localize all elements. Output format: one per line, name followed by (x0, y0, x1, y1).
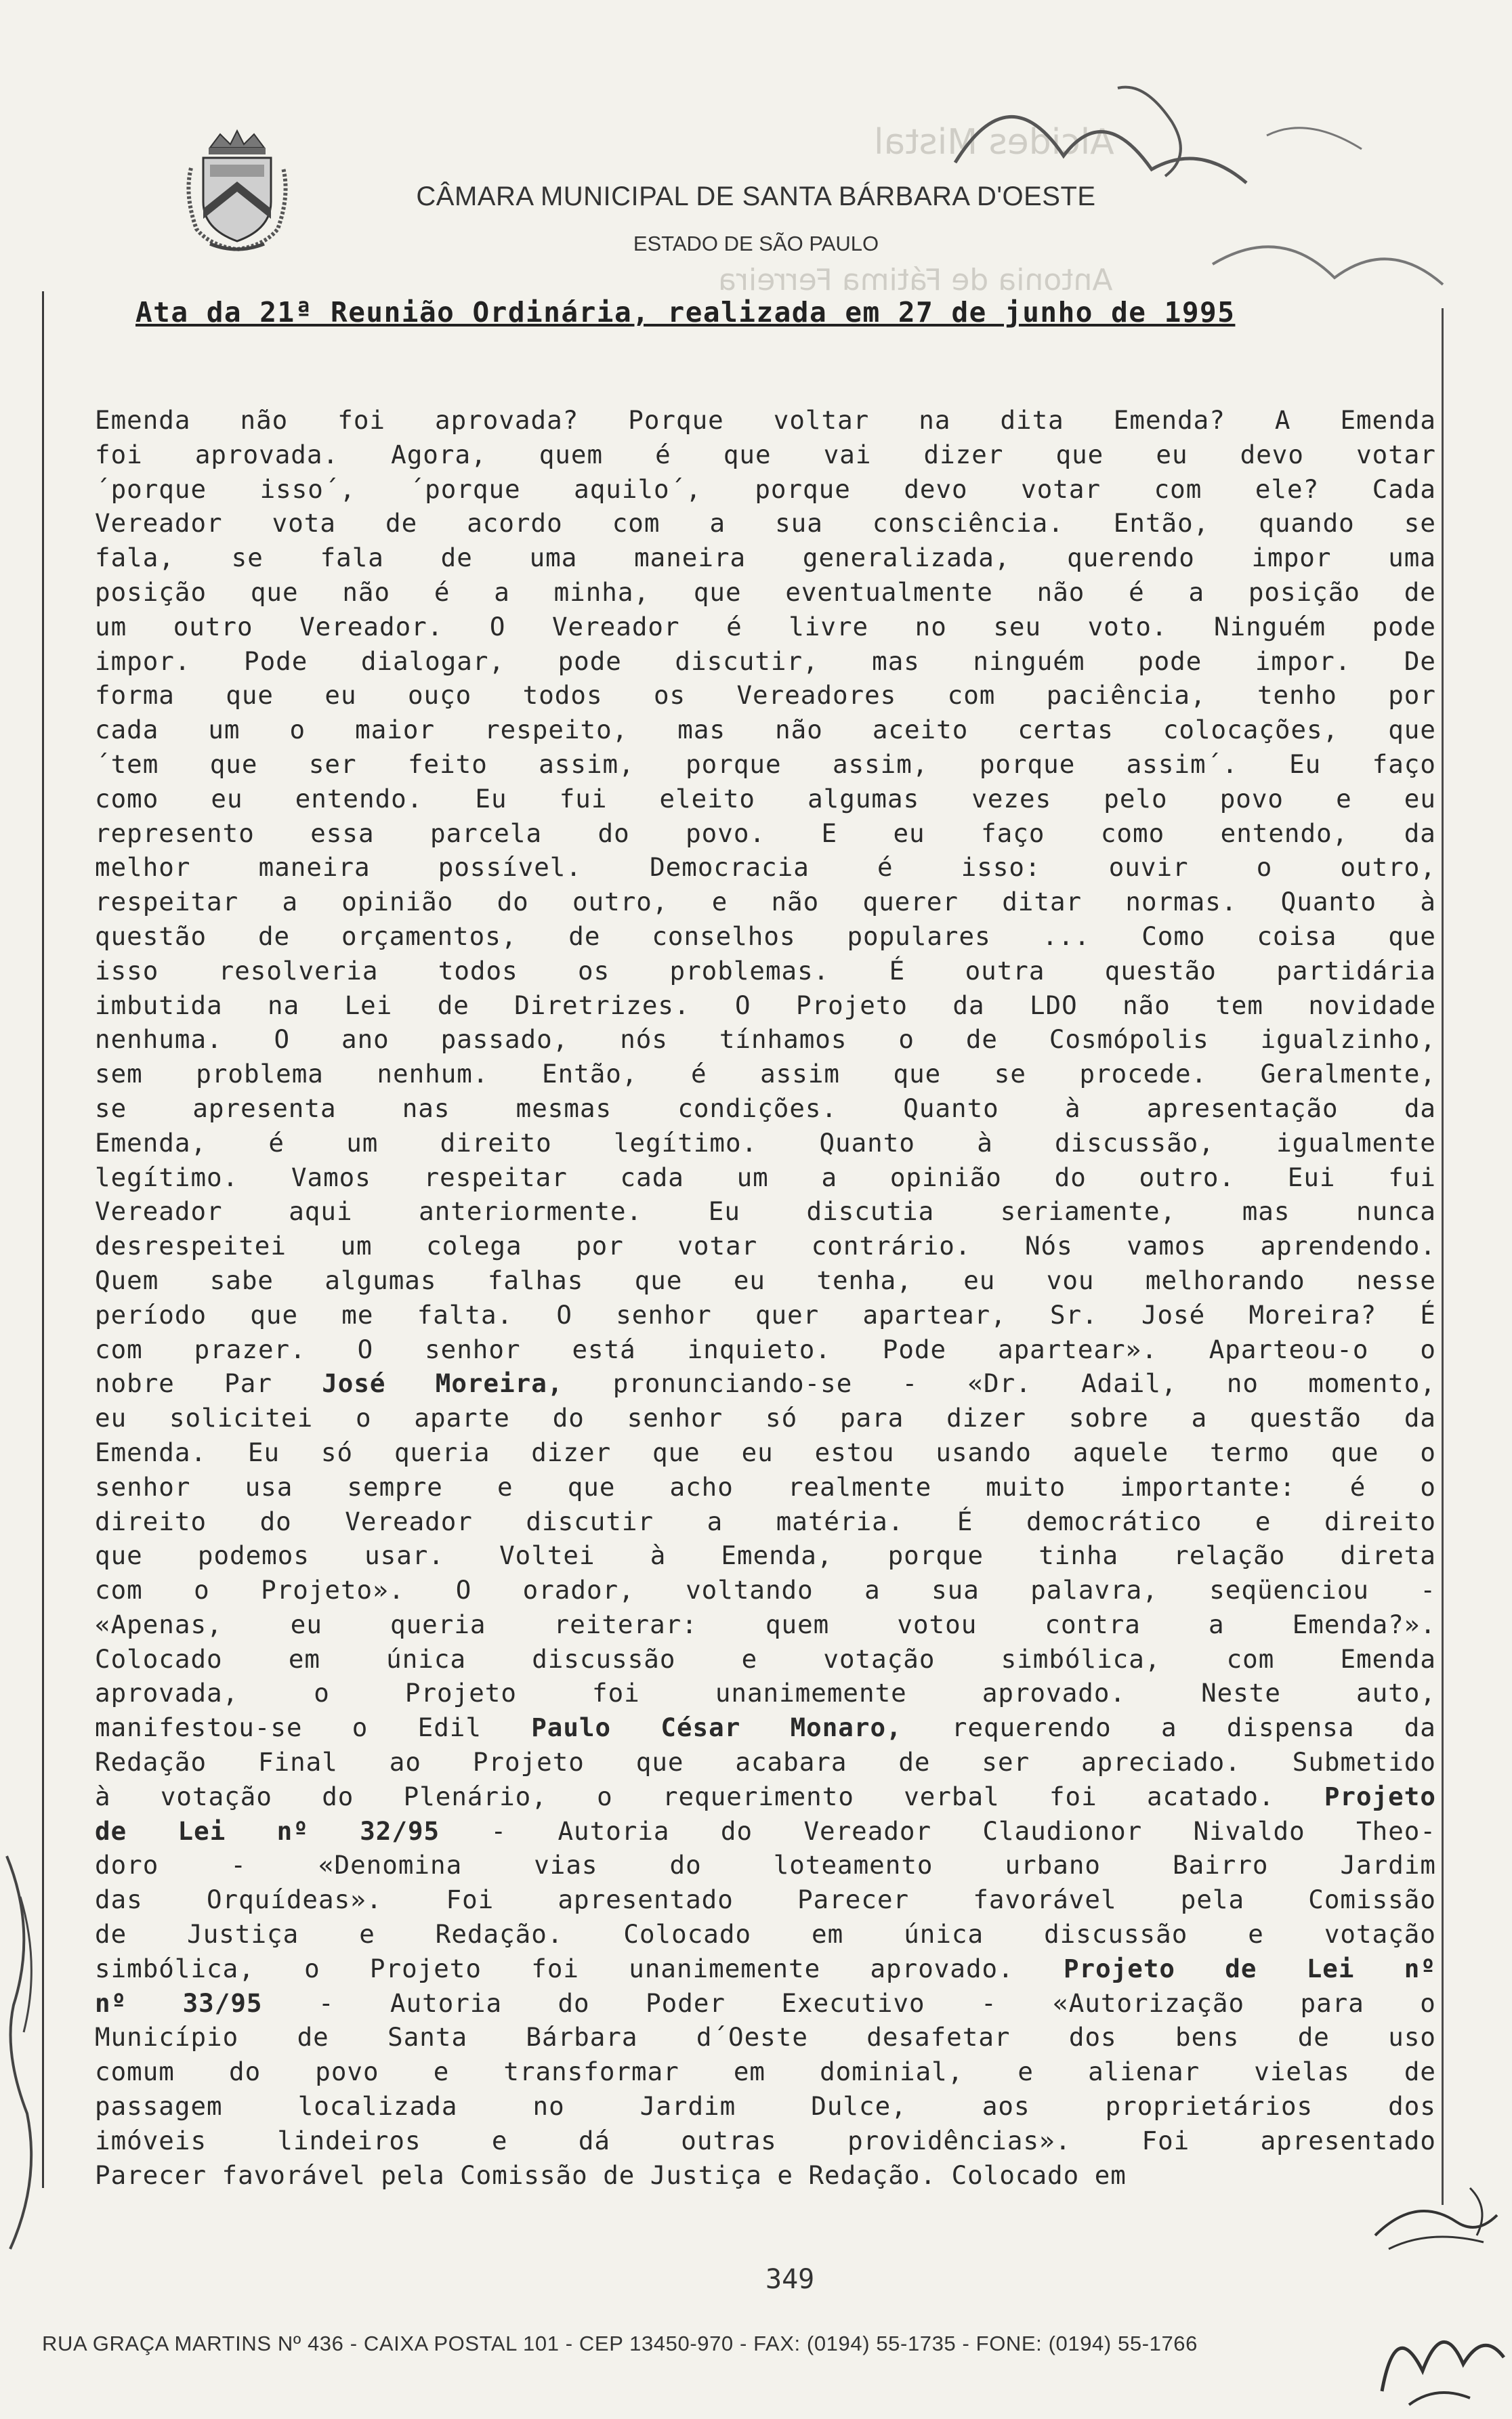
text-line: Emenda. Eu só queria dizer que eu estou usando aquele termo que o (95, 1437, 1436, 1467)
text-line: se apresenta nas mesmas condições. Quanto à apresentação da (95, 1093, 1436, 1123)
text-line: desrespeitei um colega por votar contrário. Nós vamos aprendendo. (95, 1231, 1436, 1261)
text-line: Município de Santa Bárbara d´Oeste desafetar dos bens de uso (95, 2022, 1436, 2053)
text-line: simbólica, o Projeto foi unanimemente aprovado. Projeto de Lei nº (95, 1953, 1436, 1983)
text-line: represento essa parcela do povo. E eu faço como entendo, da (95, 818, 1436, 848)
text-line: Vereador aqui anteriormente. Eu discutia seriamente, mas nunca (95, 1196, 1436, 1227)
text-line: aprovada, o Projeto foi unanimemente aprovado. Neste auto, (95, 1678, 1436, 1708)
text-line: melhor maneira possível. Democracia é isso: ouvir o outro, (95, 852, 1436, 883)
text-line: sem problema nenhum. Então, é assim que se procede. Geralmente, (95, 1059, 1436, 1089)
signature-bottom-right (1368, 2290, 1512, 2419)
text-line: direito do Vereador discutir a matéria. É democrático e direito (95, 1506, 1436, 1536)
text-line: Parecer favorável pela Comissão de Justiça e Redação. Colocado em (95, 2160, 1127, 2190)
text-line: Colocado em única discussão e votação simbólica, com Emenda (95, 1643, 1436, 1674)
signature-left-margin (0, 1829, 47, 2269)
text-line: eu solicitei o aparte do senhor só para dizer sobre a questão da (95, 1403, 1436, 1433)
text-line: de Lei nº 32/95 - Autoria do Vereador Claudionor Nivaldo Theo- (95, 1815, 1436, 1846)
text-line: Emenda, é um direito legítimo. Quanto à discussão, igualmente (95, 1127, 1436, 1158)
text-line: manifestou-se o Edil Paulo César Monaro, requerendo a dispensa da (95, 1712, 1436, 1743)
text-line: foi aprovada. Agora, quem é que vai dizer que eu devo votar (95, 439, 1436, 469)
text-line: respeitar a opinião do outro, e não querer ditar normas. Quanto à (95, 887, 1436, 917)
footer-address: RUA GRAÇA MARTINS Nº 436 - CAIXA POSTAL 101 - CEP 13450-970 - FAX: (0194) 55-1735 - FONE: (0194) 55-1766 (42, 2332, 1198, 2355)
page-number: 349 (765, 2264, 815, 2295)
bleed-through-name-1: Alcides Mistal (874, 122, 1114, 163)
text-line: imbutida na Lei de Diretrizes. O Projeto da LDO não tem novidade (95, 990, 1436, 1020)
initials-right-margin (1362, 2174, 1504, 2269)
minutes-title: Ata da 21ª Reunião Ordinária, realizada em 27 de junho de 1995 (135, 296, 1236, 329)
state-name: ESTADO DE SÃO PAULO (633, 232, 879, 255)
text-line: ´tem que ser feito assim, porque assim, porque assim´. Eu faço (95, 749, 1436, 779)
text-line: que podemos usar. Voltei à Emenda, porque tinha relação direta (95, 1540, 1436, 1571)
text-line: posição que não é a minha, que eventualmente não é a posição de (95, 576, 1436, 607)
text-line: doro - «Denomina vias do loteamento urbano Bairro Jardim (95, 1850, 1436, 1880)
text-line: senhor usa sempre e que acho realmente muito importante: é o (95, 1471, 1436, 1502)
text-line: com prazer. O senhor está inquieto. Pode apartear». Aparteou-o o (95, 1334, 1436, 1364)
text-line: das Orquídeas». Foi apresentado Parecer favorável pela Comissão (95, 1885, 1436, 1915)
signature-top-right (928, 61, 1484, 345)
text-line: de Justiça e Redação. Colocado em única discussão e votação (95, 1919, 1436, 1950)
text-line: legítimo. Vamos respeitar cada um a opinião do outro. Eui fui (95, 1162, 1436, 1192)
text-line: passagem localizada no Jardim Dulce, aos proprietários dos (95, 2091, 1436, 2122)
text-line: à votação do Plenário, o requerimento verbal foi acatado. Projeto (95, 1781, 1436, 1811)
text-line: forma que eu ouço todos os Vereadores com paciência, tenho por (95, 680, 1436, 711)
minutes-body (95, 403, 1436, 2192)
text-line: ´porque isso´, ´porque aquilo´, porque devo votar com ele? Cada (95, 474, 1436, 504)
bleed-through-name-2: Antonia de Fátima Ferreira (718, 263, 1113, 297)
text-line: Redação Final ao Projeto que acabara de ser apreciado. Submetido (95, 1747, 1436, 1778)
text-line: Emenda não foi aprovada? Porque voltar na dita Emenda? A Emenda (95, 405, 1436, 435)
text-line: com o Projeto». O orador, voltando a sua palavra, seqüenciou - (95, 1575, 1436, 1605)
text-line: nobre Par José Moreira, pronunciando-se - «Dr. Adail, no momento, (95, 1368, 1436, 1399)
text-line: nenhuma. O ano passado, nós tínhamos o de Cosmópolis igualzinho, (95, 1024, 1436, 1055)
text-line: período que me falta. O senhor quer apartear, Sr. José Moreira? É (95, 1299, 1436, 1330)
text-line: cada um o maior respeito, mas não aceito certas colocações, que (95, 715, 1436, 745)
right-margin-rule (1442, 308, 1444, 2205)
text-line: comum do povo e transformar em dominial, e alienar vielas de (95, 2057, 1436, 2087)
text-line: «Apenas, eu queria reiterar: quem votou contra a Emenda?». (95, 1609, 1436, 1639)
text-line: Vereador vota de acordo com a sua consciência. Então, quando se (95, 508, 1436, 539)
text-line: fala, se fala de uma maneira generalizada, querendo impor uma (95, 543, 1436, 573)
council-name: CÂMARA MUNICIPAL DE SANTA BÁRBARA D'OESTE (416, 182, 1096, 211)
text-line: imóveis lindeiros e dá outras providências». Foi apresentado (95, 2125, 1436, 2155)
text-line: como eu entendo. Eu fui eleito algumas vezes pelo povo e eu (95, 783, 1436, 814)
text-line: questão de orçamentos, de conselhos populares ... Como coisa que (95, 921, 1436, 951)
text-line: nº 33/95 - Autoria do Poder Executivo - «Autorização para o (95, 1987, 1436, 2018)
text-line: impor. Pode dialogar, pode discutir, mas ninguém pode impor. De (95, 646, 1436, 676)
text-line: um outro Vereador. O Vereador é livre no seu voto. Ninguém pode (95, 611, 1436, 641)
text-line: isso resolveria todos os problemas. É outra questão partidária (95, 955, 1436, 986)
text-line: Quem sabe algumas falhas que eu tenha, eu vou melhorando nesse (95, 1265, 1436, 1295)
